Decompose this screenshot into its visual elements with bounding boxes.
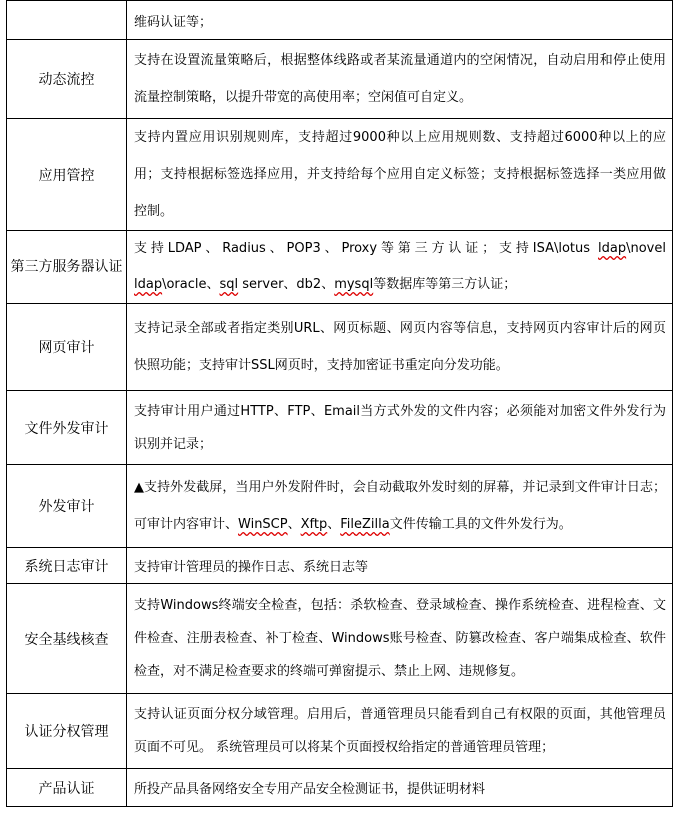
- row-description: 支持在设置流量策略后，根据整体线路或者某流量通道内的空闲情况，自动启用和停止使用流量控制策略，以提升带宽的高使用率；空闲值可自定义。: [127, 40, 673, 119]
- table-row: [7, 465, 673, 548]
- row-description: 所投产品具备网络安全专用产品安全检测证书，提供证明材料: [127, 769, 673, 807]
- row-label: 动态流控: [7, 40, 127, 119]
- row-label: 系统日志审计: [7, 548, 127, 584]
- row-description: 支持Windows终端安全检查，包括：杀软检查、登录域检查、操作系统检查、进程检查、文件检查、注册表检查、补丁检查、Windows账号检查、防篡改检查、客户端集成检查、软件检查，对不满足检查要求的终端可弹窗提示、禁止上网、违规修复。: [127, 584, 673, 694]
- row-label: [7, 1, 127, 40]
- row-description: 支持审计管理员的操作日志、系统日志等: [127, 548, 673, 584]
- row-description: 维码认证等；: [127, 1, 673, 40]
- table-row: [7, 119, 673, 231]
- row-label: 文件外发审计: [7, 391, 127, 465]
- table-row: [7, 304, 673, 391]
- row-label: 安全基线核查: [7, 584, 127, 694]
- row-description: 支持LDAP、Radius、POP3、Proxy等第三方认证；支持ISA\lotus ldap\novel ldap\oracle、sql server、db2、mysql等数据库等第三方认证；: [127, 231, 673, 304]
- row-label: 第三方服务器认证: [7, 231, 127, 304]
- table-row: [7, 40, 673, 119]
- row-description: 支持记录全部或者指定类别URL、网页标题、网页内容等信息，支持网页内容审计后的网页快照功能；支持审计SSL网页时，支持加密证书重定向分发功能。: [127, 304, 673, 391]
- row-description: 支持内置应用识别规则库，支持超过9000种以上应用规则数、支持超过6000种以上的应用；支持根据标签选择应用，并支持给每个应用自定义标签；支持根据标签选择一类应用做控制。: [127, 119, 673, 231]
- table-row: [7, 391, 673, 465]
- table-row: [7, 694, 673, 769]
- row-description: 支持审计用户通过HTTP、FTP、Email当方式外发的文件内容；必须能对加密文件外发行为识别并记录；: [127, 391, 673, 465]
- row-label: 产品认证: [7, 769, 127, 807]
- spec-table: [6, 0, 673, 807]
- row-label: 认证分权管理: [7, 694, 127, 769]
- row-label: 应用管控: [7, 119, 127, 231]
- table-row: [7, 548, 673, 584]
- row-label: 外发审计: [7, 465, 127, 548]
- row-description: 支持认证页面分权分域管理。启用后，普通管理员只能看到自己有权限的页面，其他管理员页面不可见。 系统管理员可以将某个页面授权给指定的普通管理员管理；: [127, 694, 673, 769]
- row-description: ▲支持外发截屏，当用户外发附件时，会自动截取外发时刻的屏幕，并记录到文件审计日志；可审计内容审计、WinSCP、Xftp、FileZilla文件传输工具的文件外发行为。: [127, 465, 673, 548]
- table-row: [7, 1, 673, 40]
- table-row: [7, 584, 673, 694]
- table-row: [7, 769, 673, 807]
- table-row: [7, 231, 673, 304]
- row-label: 网页审计: [7, 304, 127, 391]
